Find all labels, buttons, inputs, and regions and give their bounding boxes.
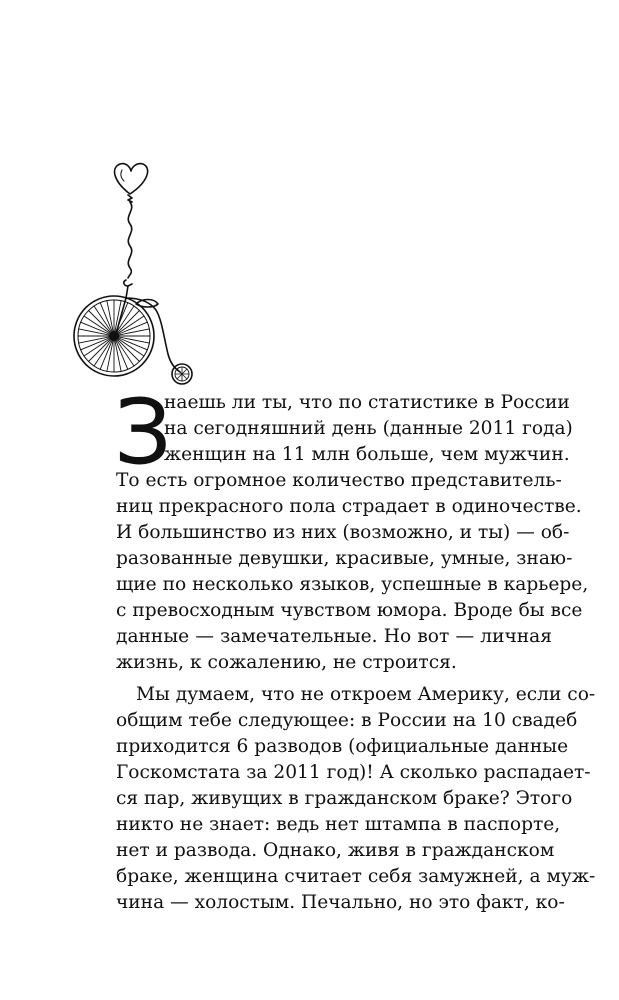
paragraph-1 [114, 380, 589, 676]
drop-cap: З [114, 380, 172, 485]
text-line: наешь ли ты, что по статистике в России [164, 392, 570, 413]
text-line: И большинство из них (возможно, и ты) — об- [116, 522, 570, 543]
text-line: ниц прекрасного пола страдает в одиночестве. [116, 496, 582, 517]
text-line: браке, женщина считает себя замужней, а муж- [116, 866, 596, 887]
text-line: общим тебе следующее: в России на 10 свадеб [116, 710, 578, 731]
text-line: чина — холостым. Печально, но это факт, ко- [116, 892, 565, 913]
text-line: на сегодняшний день (данные 2011 года) [164, 418, 573, 439]
text-line: женщин на 11 млн больше, чем мужчин. [164, 444, 570, 465]
text-line: щие по несколько языков, успешные в карьере, [116, 574, 589, 595]
text-line: разованные девушки, красивые, умные, знаю- [116, 548, 573, 569]
text-line: нет и развода. Однако, живя в гражданском [116, 840, 555, 861]
paragraph-2 [116, 682, 596, 916]
penny-farthing-bicycle-with-heart-balloon-icon [70, 158, 210, 398]
text-line: с превосходным чувством юмора. Вроде бы все [116, 600, 583, 621]
text-line: никто не знает: ведь нет штампа в паспорте, [116, 814, 561, 835]
text-line: То есть огромное количество представитель- [116, 470, 562, 491]
text-line: данные — замечательные. Но вот — личная [116, 626, 552, 647]
text-line: приходится 6 разводов (официальные данные [116, 736, 569, 757]
body-text [114, 380, 596, 916]
text-line: жизнь, к сожалению, не строится. [116, 652, 457, 673]
text-line: Мы думаем, что не откроем Америку, если со- [136, 684, 596, 705]
text-line: ся пар, живущих в гражданском браке? Этого [116, 788, 573, 809]
text-line: Госкомстата за 2011 год)! А сколько распадает- [116, 762, 591, 783]
